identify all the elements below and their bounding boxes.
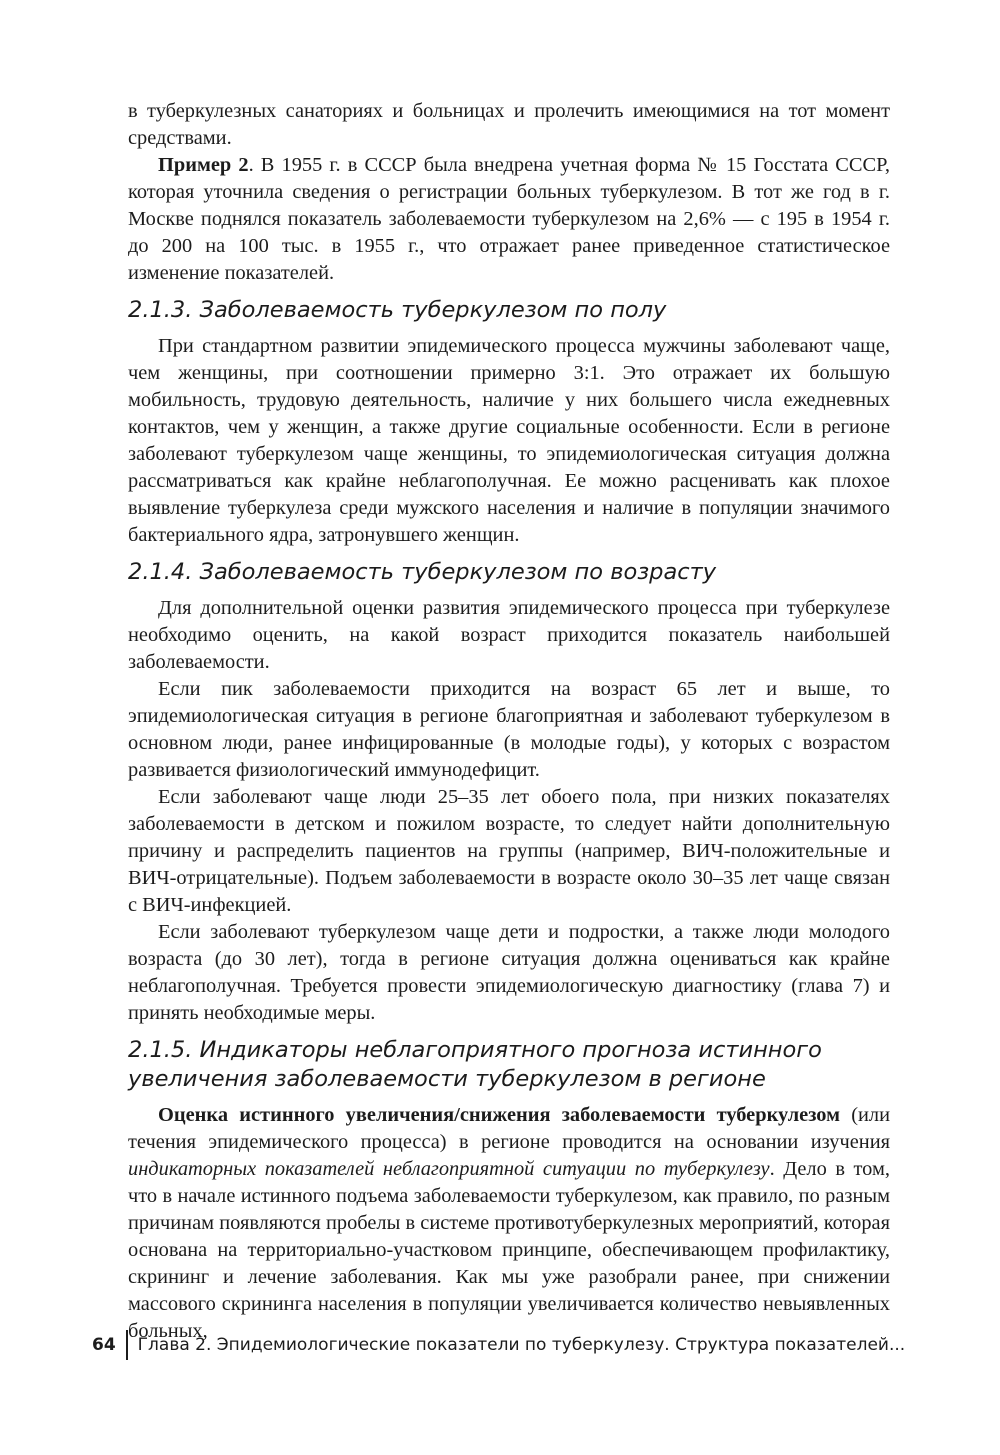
example-label: Пример 2 [158, 154, 249, 176]
text-a: (или течения эпидемического процесса) в регионе проводится на основании изучения [128, 1104, 890, 1153]
section-2-1-3-paragraph: При стандартном развитии эпидемического процесса мужчины заболевают чаще, чем женщины, при соотношении примерно 3:1. Это отражает их большую мобильность, трудовую деятельность, наличие у них большего числа ежедневных контактов, чем у женщин, а также другие социальные особенности. Если в регионе заболевают туберкулезом чаще женщины, то эпидемиологическая ситуация должна рассматриваться как крайне неблагополучная. Ее можно расценивать как плохое выявление туберкулеза среди мужского населения и наличие в популяции значимого бактериального ядра, затронувшего женщин. [128, 335, 890, 546]
section-2-1-4-paragraph-1: Для дополнительной оценки развития эпидемического процесса при туберкулезе необходимо оценить, на какой возраст приходится показатель наибольшей заболеваемости. [128, 597, 890, 673]
section-heading-2-1-5 [128, 1036, 890, 1094]
section-2-1-5-paragraph [128, 1102, 890, 1345]
italic-phrase: индикаторных показателей неблагоприятной ситуации по туберкулезу [128, 1158, 770, 1180]
heading-2-1-5-line-1: 2.1.5. Индикаторы неблагоприятного прогноза истинного [128, 1037, 822, 1063]
page-number: 64 [92, 1335, 116, 1355]
section-heading-2-1-3: 2.1.3. Заболеваемость туберкулезом по полу [128, 297, 667, 323]
heading-2-1-5-line-2: увеличения заболеваемости туберкулезом в регионе [128, 1066, 766, 1092]
section-heading-2-1-4: 2.1.4. Заболеваемость туберкулезом по возрасту [128, 559, 717, 585]
example-paragraph [128, 152, 890, 287]
section-2-1-4-paragraph-2: Если пик заболеваемости приходится на возраст 65 лет и выше, то эпидемиологическая ситуация в регионе благоприятная и заболевают туберкулезом в основном люди, ранее инфицированные (в молодые годы), у которых с возрастом развивается физиологический иммунодефицит. [128, 678, 890, 781]
page-body [128, 98, 890, 1345]
section-2-1-4-paragraph-3: Если заболевают чаще люди 25–35 лет обоего пола, при низких показателях заболеваемости в детском и пожилом возрасте, то следует найти дополнительную причину и распределить пациентов на группы (например, ВИЧ-положительные и ВИЧ-отрицательные). Подъем заболеваемости в возрасте около 30–35 лет чаще связан с ВИЧ-инфекцией. [128, 786, 890, 916]
section-2-1-4-paragraph-4: Если заболевают туберкулезом чаще дети и подростки, а также люди молодого возраста (до 30 лет), тогда в регионе ситуация должна оцениваться как крайне неблагополучная. Требуется провести эпидемиологическую диагностику (глава 7) и принять необходимые меры. [128, 921, 890, 1024]
bold-lead: Оценка истинного увеличения/снижения заболеваемости туберкулезом [158, 1104, 840, 1126]
page-footer [92, 1330, 905, 1360]
running-title: Глава 2. Эпидемиологические показатели по туберкулезу. Структура показателей... [137, 1335, 906, 1355]
footer-separator [126, 1330, 128, 1360]
text-b: . Дело в том, что в начале истинного подъема заболеваемости туберкулезом, как правило, по разным причинам появляются пробелы в системе противотуберкулезных мероприятий, которая основана на территориально-участковом принципе, обеспечивающем профилактику, скрининг и лечение заболевания. Как мы уже разобрали ранее, при снижении массового скрининга населения в популяции увеличивается количество невыявленных больных, [128, 1158, 890, 1342]
example-text: . В 1955 г. в СССР была внедрена учетная форма № 15 Госстата СССР, которая уточнила сведения о регистрации больных туберкулезом. В тот же год в г. Москве поднялся показатель заболеваемости туберкулезом на 2,6% — с 195 в 1954 г. до 200 на 100 тыс. в 1955 г., что отражает ранее приведенное статистическое изменение показателей. [128, 154, 890, 284]
continuation-paragraph: в туберкулезных санаториях и больницах и пролечить имеющимися на тот момент средствами. [128, 100, 890, 149]
